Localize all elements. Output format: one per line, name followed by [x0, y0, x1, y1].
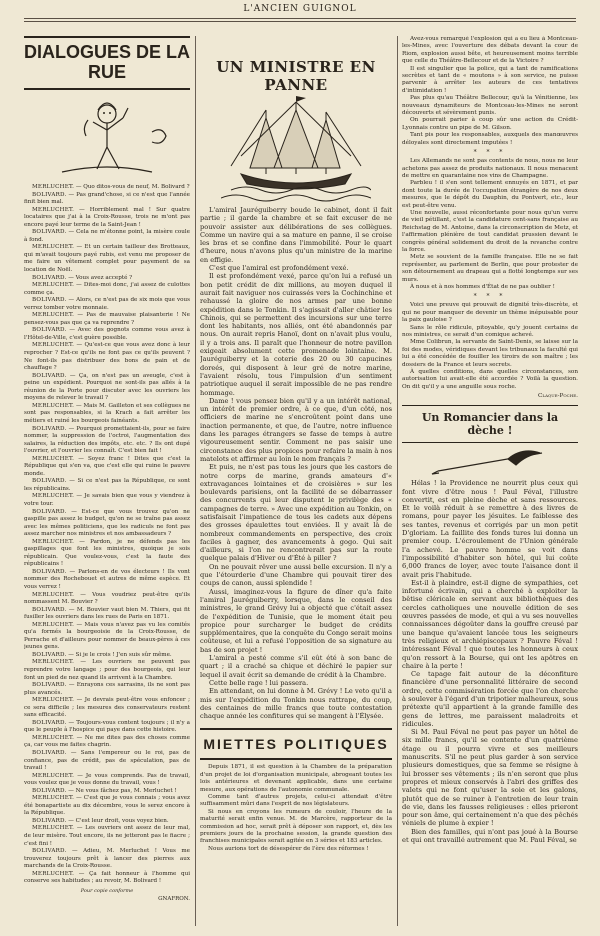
- speech-text: — Pourquoi promettaient-ils, pour se faire nommer, la suppression de l'octroi, l'augmentation des salaires, la réduction des impôts, etc. etc. ? Ils ont dupé l'ouvrier, et l'ouvrier les connaît. C'est bien fait !: [24, 425, 190, 455]
- column-separator: [195, 36, 196, 926]
- dialogue-line: [24, 509, 190, 539]
- chronique-low: [402, 302, 578, 391]
- speech-text: — Est-ce que vous trouvez qu'on ne gaspille pas assez le budget, qu'on ne se traîne pas assez avec les mêmes politiciens, que les radiculs ne font pas assez marcher nos ministres et nos ambassadeurs ?: [24, 508, 190, 538]
- paragraph: L'amiral a pesté comme s'il eût été à son banc de quart ; il a craché sa chique et déchiré le papier sur lequel il avait écrit sa demande de crédit à la Chambre.: [200, 654, 392, 679]
- running-header: L'ANCIEN GUIGNOL: [243, 4, 357, 14]
- speaker-name: BOLIVARD.: [32, 297, 67, 304]
- speech-text: — C'est leur droit, vous voyez bien.: [66, 817, 169, 824]
- ministre-column: [200, 36, 392, 926]
- paragraph: Une nouvelle, aussi réconfortante pour nous qu'un verre de vieil pétillant, c'est la candidature cent-sans française au Reichstag de M. Antoine, dans la circonscription de Metz, et l'affirmation plénière de tout candidat prussien devant le congrès général solidement du droit de la revanche contre la force.: [402, 209, 578, 253]
- speaker-name: MERLUCHET.: [32, 342, 75, 349]
- paragraph: Il est singulier que la police, qui a tant de ramifications secrètes et tant de « moutons » à son service, ne puisse parvenir à arrêter les auteurs de ces tentatives d'intimidation !: [402, 65, 578, 94]
- speech-text: — Quo ditos-vous de neuf, M. Bolivard ?: [74, 184, 190, 190]
- paragraph: Metz se souvient de la famille française. Elle ne se fait représenter, au parlement de Berlin, que pour protester de son détournement au drapeau qui a flotté longtemps sur ses murs.: [402, 254, 578, 283]
- speaker-name: BOLIVARD.: [32, 787, 67, 794]
- paragraph: L'amiral Jauréguiberry boude le cabinet, dont il fait partie ; il garde la chambre et se fait excuser de ne pouvoir assister aux délibérations de ses collègues. Comme un navire qui a sa mature en panne, il se croise les bras et se confine dans l'immobilité. Pour le quart d'heure, nous n'avons plus qu'un ministre de la marine en effigie.: [200, 206, 392, 264]
- speaker-name: MERLUCHET.: [32, 870, 75, 877]
- dialogue-text: [24, 184, 190, 886]
- dialogue-line: [24, 788, 190, 796]
- dialogue-line: [24, 750, 190, 773]
- speech-text: — Qu'est-ce que vous avez donc à leur reprocher ? Est-ce qu'ils ne font pas ce qu'ils peuvent ? Ne font-ils pas distribuer des bons de pain et de chauffage ?: [24, 342, 190, 372]
- speech-text: — Si ce n'est pas la République, ce sont les républicains.: [24, 478, 190, 492]
- column-separator: [397, 36, 398, 926]
- speaker-name: MERLUCHET.: [32, 659, 75, 666]
- speaker-name: MERLUCHET.: [32, 282, 75, 289]
- dialogue-line: [24, 848, 190, 871]
- speech-text: — Adieu, M. Merluchet ! Vous me trouverez toujours prêt à lancer des pierres aux marchands de la Croix-Rousse.: [24, 848, 190, 870]
- speaker-name: MERLUCHET.: [32, 184, 75, 190]
- paragraph: Si nous en croyons les rumeurs de couloir, l'heure de la maturité serait enfin venue. M. de Marcère, rapporteur de la commission ad hoc, serait prêt à déposer son rapport, et, dès les premiers jours de la prochaine session, la grande question des franchises municipales serait agitée en 3 séries et 183 articles.: [200, 808, 392, 845]
- speech-text: — Sans l'empereur ou le roi, pas de confiance, pas de crédit, pas de spéculation, pas de travail !: [24, 750, 190, 772]
- paragraph: On ne pouvait rêver une aussi belle excursion. Il n'y a que l'étourderie d'une Chambre qui pouvait tirer des coups de canon, aussi splendide !: [200, 562, 392, 588]
- speech-text: — Mais vous n'avez pas vu les comités qu'a formés la bourgeoisie de la Croix-Rousse, de Perrache et d'ailleurs pour nommer de beaux-pères à ces jeunes gens.: [24, 621, 190, 651]
- dialogue-line: [24, 539, 190, 569]
- speech-text: — Horriblement mal ! Sur quatre locataires que j'ai à la Croix-Rousse, trois ne m'ont pas encore payé leur terme de la Saint-Jean !: [24, 206, 190, 228]
- speaker-name: BOLIVARD.: [32, 229, 67, 236]
- speaker-name: MERLUCHET.: [32, 825, 75, 832]
- speaker-name: BOLIVARD.: [32, 651, 67, 658]
- speaker-name: BOLIVARD.: [32, 508, 67, 515]
- paragraph: Voici une preuve qui prouvait de dignité très-discrète, et qui ne pour manquer de devenir un thème inépuisable pour la paix gauloise ?: [402, 302, 578, 324]
- paragraph: Parbleu ! il s'en sont tellement ennuyés en 1871, et par dont toute la durée de l'occupation étrangère de nos deux mesures, que le dépôt du Dauphin, du Pontvert, etc., leur est peut-être venu.: [402, 180, 578, 209]
- speaker-name: MERLUCHET.: [32, 772, 75, 779]
- copy-note: Pour copie conforme: [80, 887, 134, 894]
- speech-text: — Avec des gognots comme vous avez à l'Hôtel-de-Ville, c'est guère possible.: [24, 327, 190, 341]
- paragraph: Les Allemands ne sont pas contents de nous, nous ne leur achetons pas assez de produits nationaux. Il nous menacent de mettre en quarantaine nos vins de Champagne.: [402, 158, 578, 179]
- speech-text: — Toujours-vous content toujours ; il n'y a que le peuple à l'hospice qui paye dans cette histoire.: [24, 719, 190, 734]
- dialogues-column: [24, 36, 190, 926]
- paragraph: Il est profondément vexé, parce qu'on lui a refusé un bon petit crédit de dix millions, au moyen duquel il aurait fait naviguer nos cuirassés vers la Cochinchine et rehaussé la gloire de nos armes par une bonne expédition dans le Tonkin. Il s'agissait d'aller châtier les Chinois, qui se permettent des incursions sur une terre dont les habitants, nos alliés, ont été abandonnés par nous. On aurait repris Hanoï, dont on n'avait plus voulu, il y a trois ans. Il paraît que l'honneur de notre pavillon exigeait absolument cette promenade lointaine. M. Jauréguiberry et la coterie des 20 ou 30 capucines doreés, qui disposent à leur gré de notre marine, l'avaient résolu, tous l'impulsion d'un sentiment patriotique auquel il serait impossible de ne pas rendre hommage.: [200, 272, 392, 397]
- paragraph: En attendant, on lui donne à M. Grévy ! Le veto qu'il a mis sur l'expédition du Tonkin nous rattrape, du coup, des centaines de mille francs que toute contestation chaque année les confitures qui se mangent à l'Élysée.: [200, 687, 392, 721]
- dialogue-line: [24, 773, 190, 788]
- dialogue-line: [24, 569, 190, 592]
- speaker-name: MERLUCHET.: [32, 206, 75, 213]
- dialogue-line: [24, 818, 190, 826]
- speech-text: — Enrayons ces sarrasins, ils ne sont pas plus avancés.: [24, 682, 190, 696]
- dialogue-line: [24, 229, 190, 244]
- dialogue-line: [24, 592, 190, 607]
- romancier-title: Un Romancier dans la dèche !: [402, 405, 578, 443]
- speaker-name: BOLIVARD.: [32, 478, 67, 485]
- speech-text: — Je devrais peut-être vous enfoncer ; ce sera difficile ; les mesures des conservateurs restent sans efficacité.: [24, 697, 190, 719]
- paragraph: Et puis, ne n'est pas tous les jours que les castors de notre corps de marine, grands amateurs d'« extravagances lointaines et de croisières » sur les boulevards parisiens, ont la facilité de se débarrasser des concurrents qui leur disputent le privilège des « campagnes de terre. » Avec une expédition au Tonkin, on satisfaisait l'impatience de tous les cadets aux dépens des grosses épaulettes tout enviées. Il y avait là de nombreux commandements en perspective, des croix faciles à gagner, des avancements à gogo. Qui sait d'ailleurs, si l'on ne rencontrerait pas sur la route quelque palais d'Hiver ou d'Été à piller ?: [200, 463, 392, 563]
- dialogue-line: [24, 184, 190, 192]
- dialogue-line: [24, 244, 190, 274]
- paragraph: Mme Colibrun, la servante de Saint-Denis, se laisse sur la foi des modes, véridiques devant les tribunaux la faculté qui lui a été concédée de fouiller les tiroirs de son maître ; les dossiers de la France et leurs secrets.: [402, 339, 578, 368]
- dialogue-line: [24, 275, 190, 283]
- speaker-name: BOLIVARD.: [32, 606, 67, 613]
- dialogue-line: [24, 825, 190, 848]
- dialogue-line: [24, 659, 190, 682]
- paragraph: On pourrait parier à coup sûr une action du Crédit-Lyonnais contre un pipe de M. Gilson.: [402, 117, 578, 131]
- speech-text: — Ne vous fâchez pas, M. Merluchet !: [66, 787, 177, 794]
- speech-text: — Je savais bien que vous y viendrez à votre tour.: [24, 493, 190, 507]
- dialogues-signature: GNAFRON.: [158, 895, 190, 902]
- dialogue-line: [24, 607, 190, 622]
- speech-text: — Ça fait honneur à l'homme qui conserve ses habitudes ; au revoir, M. Bolivard !: [24, 870, 190, 885]
- speaker-name: MERLUCHET.: [32, 493, 75, 500]
- dialogue-line: [24, 652, 190, 660]
- paragraph: Dame ! vous pensez bien qu'il y a un intérêt national, un intérêt de premier ordre, à ce que, d'un côté, nos officiers de marine ne s'encroûtent point dans une inaction permanente, et que, de l'autre, notre influence dans les parages étrangers se fasse de temps à autre vigoureusement sentir. Comment ne pas saisir une circonstance des plus propices pour refaire la main à nos matelots et affirmer au loin le nom français ?: [200, 396, 392, 463]
- paragraph: À nous et à nos hommes d'État de ne pas oublier !: [410, 284, 555, 290]
- speech-text: — Les ouvriers ont assez de leur mal, de leur misère. Tout encore, ils ne jetteront pas le fiacre ; c'est fini !: [24, 825, 190, 847]
- dialogue-line: [24, 373, 190, 403]
- paragraph: Ce tapage fait autour de la déconfiture financière d'une personnalité littéraire de second ordre, cette commisération forcée que l'on cherche à soulever à l'égard d'un tripotier malheureux, sous prétexte qu'il appartient à la grande famille des gens de lettres, me paraissent maladroits et ridicules.: [402, 670, 578, 728]
- speaker-name: MERLUCHET.: [32, 312, 75, 319]
- paragraph: C'est que l'amiral est profondément vexé.: [209, 264, 349, 273]
- dialogue-line: [24, 312, 190, 327]
- dialogue-line: [24, 282, 190, 297]
- paragraph: Est-il à plaindre, est-il digne de sympathies, cet infortuné écrivain, qui a cherché à exploiter la bêtise cléricale en servant aux bibliothèques des cercles catholiques une nouvelle édition de ses œuvres passées de mode, et qui a vu ses nouvelles connaissances dégoûter dans la gouffre creusé par une banque qu'avaient lancée tous les seigneurs très religieux et archiépiscopaux ? Pauvre Féval ! intéressant Féval ! que toutes les honneurs à ceux qu'on ressort à la Bourse, qui ont les apôtres en chaire à la perte !: [402, 578, 578, 670]
- speaker-name: MERLUCHET.: [32, 621, 75, 628]
- dialogue-line: [24, 871, 190, 886]
- section-stars: * * *: [473, 293, 507, 301]
- ministre-body: [200, 206, 392, 720]
- dialogue-line: [24, 327, 190, 342]
- dialogue-line: [24, 403, 190, 426]
- speech-text: — Les ouvriers ne peuvent pas reprendre votre langage ; pour des bourgeois, qui leur font un pied de nez quand ils arrivent à la Chambre.: [24, 659, 190, 681]
- ministre-title: UN MINISTRE EN PANNE: [216, 58, 376, 94]
- section-stars: * * *: [473, 149, 507, 157]
- dialogue-line: [24, 426, 190, 456]
- ship-illustration: [221, 96, 371, 206]
- speech-text: — Ne me dites pas des choses comme ça, car vous me faites chagrin.: [24, 734, 190, 749]
- speaker-name: MERLUCHET.: [32, 402, 75, 409]
- speech-text: — Alors, ce n'est pas de six mois que vous verrez tomber votre monnaie.: [24, 297, 190, 311]
- paragraph: Cette belle rage ! lui passera.: [209, 678, 309, 687]
- speech-text: — Cela ne m'étonne point, la misère coule à fond.: [24, 229, 190, 243]
- speaker-name: BOLIVARD.: [32, 425, 67, 432]
- chronique-signature: Claque-Poche.: [537, 393, 578, 400]
- speaker-name: MERLUCHET.: [32, 697, 75, 704]
- dialogue-line: [24, 478, 190, 493]
- speech-text: — Parlons-en de vos électeurs ! Ils vont nommer des Rochebouet et autres de même espèce. Et vous verrez !: [24, 568, 190, 590]
- dialogue-line: [24, 735, 190, 750]
- dialogue-line: [24, 795, 190, 818]
- paragraph: Depuis 1871, il est question à la Chambre de la préparation d'un projet de loi d'organisation municipale, abrogeant toutes les lois antérieures et devenant applicable, dans une certaine mesure, aux opérations de l'autonomie communale.: [200, 764, 392, 793]
- dialogue-line: [24, 192, 190, 207]
- speaker-name: MERLUCHET.: [32, 538, 75, 545]
- paragraph: Avez-vous remarqué l'explosion qui a eu lieu à Montceau-les-Mines, avec l'ouverture des débats devant la cour de Riom, explosion aussi bête, et heureusement moins terrible que celle du Théâtre-Bellecour et de la Victoire ?: [402, 36, 578, 65]
- paragraph: Bien des familles, qui n'ont pas joué à la Bourse et qui ont travaillé autrement que M. Paul Féval, se: [402, 827, 578, 845]
- dialogue-line: [24, 342, 190, 372]
- speaker-name: BOLIVARD.: [32, 274, 67, 281]
- dialogue-line: [24, 720, 190, 735]
- speech-text: — Et un certain tailleur des Brotteaux, qui m'avait toujours payé rubis, est venu me proposer de me faire un vêtement complet pour payement de sa location de Noël.: [24, 244, 190, 274]
- dialogue-line: [24, 297, 190, 312]
- speech-text: — M. Bouvier vaut bien M. Thiers, qui fit fusiller les ouvriers dans les rues de Paris en 1871.: [24, 606, 190, 621]
- chronique-mid: [402, 158, 578, 291]
- speaker-name: MERLUCHET.: [32, 591, 75, 598]
- speaker-name: MERLUCHET.: [32, 795, 75, 802]
- speech-text: — Vous avez accepté ?: [66, 274, 133, 281]
- pen-illustration: [430, 445, 550, 479]
- paragraph: À quelles conditions, dans quelles circonstances, son autorisation lui avait-elle été accordée ? Voilà la question. On dit qu'il y a une anguille sous roche.: [402, 369, 578, 390]
- speaker-name: BOLIVARD.: [32, 750, 67, 757]
- paragraph: Comme tant d'autres projets, celui-ci attendait d'être suffisamment mûri dans l'esprit de nos législateurs.: [200, 794, 392, 808]
- speaker-name: BOLIVARD.: [32, 719, 67, 726]
- paragraph: Hélas ! la Providence ne nourrit plus ceux qui font vivre d'être nous ! Paul Féval, l'illustre convertit, est en pleine dèche et sans ressources. Et le voilà réduit à se remettre à des livres de romans, pour payer les jésuites. Le faiblesse des ses tantes, revenus et corrigés par un mon petit D'gloriam. La faillite des fonds tures lui donna un premier coup. L'écroulement de l'Union générale l'a achevé. Le pauvre homme se voit dans l'impossibilité d'habiter son hôtel, qui lui coûte 6,000 francs de loyer, avec toute l'aisance dont il avait pris l'habitude.: [402, 479, 578, 579]
- speaker-name: BOLIVARD.: [32, 372, 67, 379]
- speaker-name: BOLIVARD.: [32, 682, 67, 689]
- speech-text: — Pardon, je ne défends pas les gaspillages que font les ministres, quoique je sois républicain. Que voulez-vous, c'est la faute des républicains !: [24, 538, 190, 568]
- paragraph: Aussi, imaginez-vous la figure de dîner qu'a faite l'amiral Jauréguiberry, lorsque, dans le conseil des ministres, le grand Grévy lui a objecté que c'était assez de l'expédition de Tunisie, que le moment était peu propice pour surcharger le budget de crédits supplémentaires, que la conquête du Congo serait moins coûteuse, et lui a refusé l'opposition de sa signature au bas de son projet !: [200, 587, 392, 654]
- speaker-name: BOLIVARD.: [32, 191, 67, 198]
- romancier-body: [402, 479, 578, 844]
- dialogue-line: [24, 456, 190, 479]
- right-column: [402, 36, 578, 926]
- speaker-name: MERLUCHET.: [32, 244, 75, 251]
- speaker-name: BOLIVARD.: [32, 817, 67, 824]
- dialogue-line: [24, 622, 190, 652]
- header-rule-double: [24, 21, 576, 22]
- speech-text: — Mais M. Gailleton et ses collègues ne sont pas responsables, si la Krach a fait arrêter les métiers et ruiné les bourgeois fainéants.: [24, 402, 190, 424]
- speech-text: — Pas de mauvaise plaisanterie ! Ne pensez-vous pas que ça va reprendre ?: [24, 312, 190, 326]
- dialogue-line: [24, 207, 190, 230]
- paragraph: Sans le rôle ridicule, pitoyable, qu'y jouent certains de nos ministres, ce serait d'un comique achevé.: [402, 324, 578, 339]
- speech-text: — Si je le crois ! J'en suis sûr même.: [66, 651, 172, 658]
- speech-text: — C'est que je vous connais ; vous avez été bonapartiste au dix décembre, vous le serez encore à la République.: [24, 795, 190, 817]
- speaker-name: MERLUCHET.: [32, 455, 75, 462]
- chronique-top: [402, 36, 578, 147]
- speaker-name: BOLIVARD.: [32, 327, 67, 334]
- dialogue-line: [24, 682, 190, 697]
- speaker-name: BOLIVARD.: [32, 848, 67, 855]
- dialogues-title: DIALOGUES DE LA RUE: [24, 36, 190, 90]
- speaker-name: MERLUCHET.: [32, 734, 75, 741]
- speech-text: — Vous voudriez peut-être qu'ils nommassent M. Bouvier ?: [24, 591, 190, 606]
- paragraph: Nous aurions tort de désespérer de l'ère des réformes !: [208, 845, 369, 852]
- speech-text: — Soyez franc ! Dites que c'est la République qui s'en va, que c'est elle qui ruine le pauvre monde.: [24, 455, 190, 477]
- paragraph: Pas plus qu'au Théâtre Bellecour, qu'à la Vénitienne, les nouveaux dynamiteurs de Montceau-les-Mines ne seront découverts et sévèrement punis.: [402, 95, 578, 117]
- paragraph: Tant pis pour les responsables, auxquels des manœuvres déloyales sont directement imputées !: [402, 132, 578, 146]
- speech-text: — Ça, on n'est pas un aveugle, c'est à peine un expédient. Pourquoi ne sont-ils pas allés à la réunion de la Porte pour discuter avec les ouvriers les moyens de relever le travail ?: [24, 372, 190, 402]
- header-rule: [24, 18, 576, 19]
- speaker-name: BOLIVARD.: [32, 568, 67, 575]
- dialogues-illustration: [32, 92, 182, 184]
- miettes-title: MIETTES POLITIQUES: [200, 728, 392, 760]
- speech-text: — Pas grand'chose, si ce n'est que l'année finit bien mal.: [24, 191, 190, 206]
- paragraph: Si M. Paul Féval ne peut pas payer un hôtel de six mille francs, qu'il se contente d'un quatrième étage ou il pourra vivre et ses meilleurs manuscrits. S'il ne peut plus garder à son service plusieurs domestiques, que sa femme se résigne à lui brosser ses vêtements ; ils n'en seront que plus propres et mieux conservés à l'abri des griffes des valets qui ne font qu'user la soie et les galons, plutôt que de se ruiner à l'entretien de leur train de vie, dans les fausses religieuses : elles prieront pour son âme, qui certainement n'a que des pêchés véniels de plume à expier !: [402, 728, 578, 828]
- dialogue-line: [24, 493, 190, 508]
- speech-text: — Je vous comprends. Pas de travail, vous voulez que je vous donne du travail, vous !: [24, 772, 190, 787]
- miettes-body: [200, 764, 392, 853]
- dialogue-line: [24, 697, 190, 720]
- speech-text: — Dites-moi donc, j'ai assez de culottes comme ça.: [24, 282, 190, 296]
